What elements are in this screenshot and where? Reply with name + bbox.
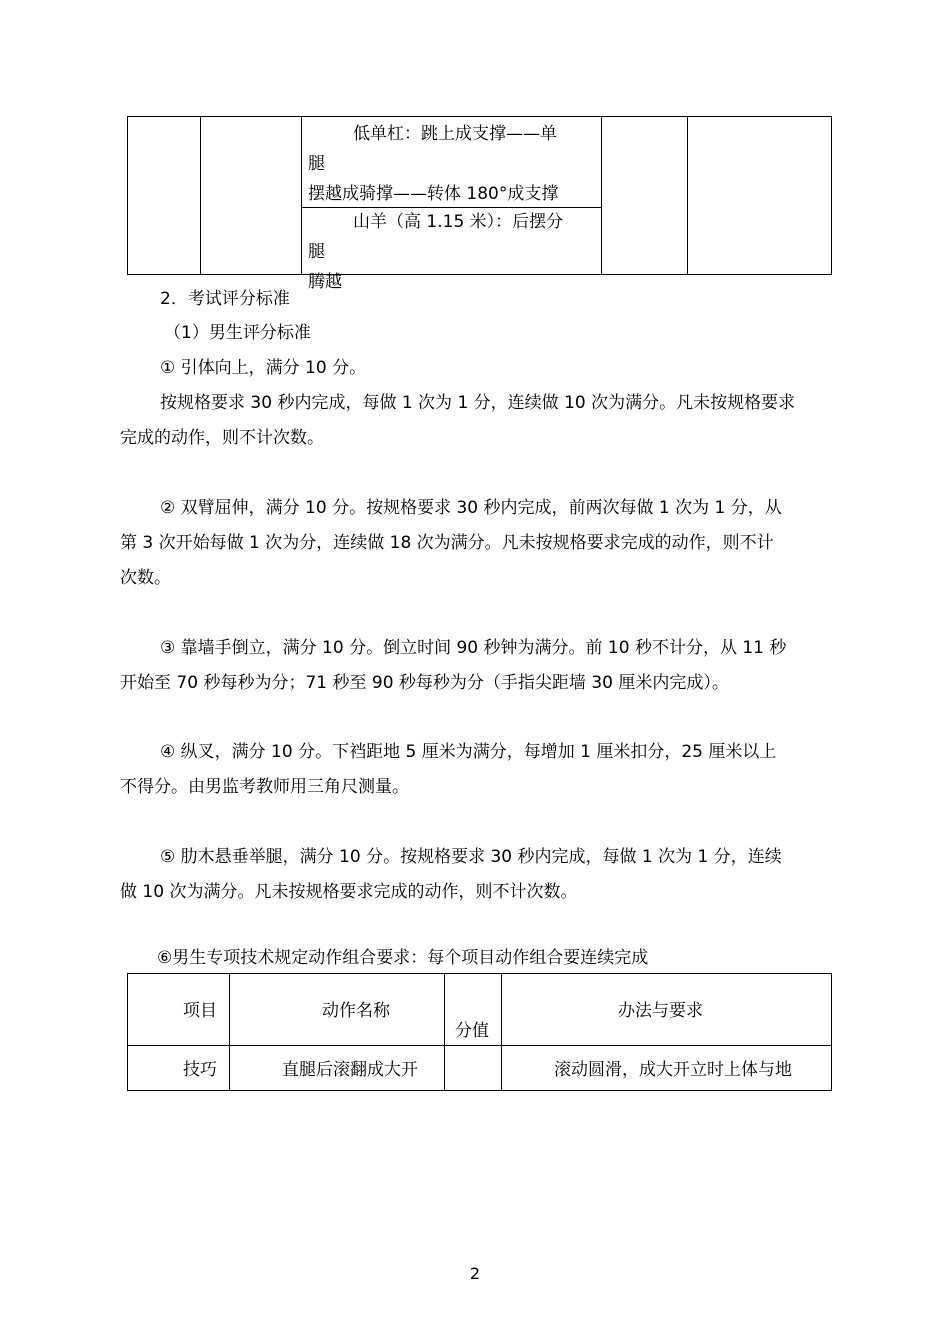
- table-cell-action-name: 直腿后滚翻成大开: [282, 1060, 418, 1080]
- item-line: ⑤ 肋木悬垂举腿，满分 10 分。按规格要求 30 秒内完成，每做 1 次为 1 分，连续: [160, 847, 782, 867]
- cell-line: 腿: [308, 154, 325, 174]
- item-line: 完成的动作，则不计次数。: [120, 428, 324, 448]
- table-divider: [229, 974, 230, 1090]
- table-divider: [200, 117, 201, 274]
- item-line: 开始至 70 秒每秒为分；71 秒至 90 秒每秒为分（手指尖距墙 30 厘米内完成）。: [120, 673, 729, 693]
- table-header-project: 项目: [183, 1001, 217, 1021]
- section-subheading: （1）男生评分标准: [164, 323, 311, 343]
- item-line: ④ 纵叉，满分 10 分。下裆距地 5 厘米为满分，每增加 1 厘米扣分，25 厘米以上: [160, 742, 777, 762]
- item-line: 不得分。由男监考教师用三角尺测量。: [120, 777, 409, 797]
- item-line: ⑥男生专项技术规定动作组合要求：每个项目动作组合要连续完成: [157, 948, 649, 968]
- table-cell-text: [308, 207, 600, 297]
- cell-line: 腿: [308, 242, 325, 262]
- table-divider: [128, 1045, 831, 1046]
- table-divider: [501, 974, 502, 1090]
- table-cell-requirements: 滚动圆滑，成大开立时上体与地: [554, 1060, 792, 1080]
- table-header-requirements: 办法与要求: [618, 1001, 703, 1021]
- table-divider: [601, 117, 602, 274]
- table-divider: [687, 117, 688, 274]
- cell-line: 腾越: [308, 272, 342, 292]
- section-heading: 2．考试评分标准: [160, 289, 290, 309]
- continued-table: [127, 116, 832, 292]
- requirements-table: [127, 973, 832, 1091]
- item-line: ② 双臂屈伸，满分 10 分。按规格要求 30 秒内完成，前两次每做 1 次为 1 分，从: [160, 498, 782, 518]
- item-line: 按规格要求 30 秒内完成，每做 1 次为 1 分，连续做 10 次为满分。凡未按规格要求: [160, 393, 796, 413]
- item-line: 做 10 次为满分。凡未按规格要求完成的动作，则不计次数。: [120, 882, 578, 902]
- table-divider: [444, 974, 445, 1090]
- cell-line: 低单杠：跳上成支撑——单: [353, 124, 557, 144]
- table-header-score: 分值: [455, 1021, 489, 1041]
- item-line: ③ 靠墙手倒立，满分 10 分。倒立时间 90 秒钟为满分。前 10 秒不计分，从 11 秒: [160, 638, 787, 658]
- cell-line: 山羊（高 1.15 米）：后摆分: [353, 212, 564, 232]
- page-number: 2: [469, 1264, 481, 1283]
- item-line: 第 3 次开始每做 1 次为分，连续做 18 次为满分。凡未按规格要求完成的动作，则不计: [120, 533, 774, 553]
- table-cell-text: [308, 119, 600, 209]
- table-header-action-name: 动作名称: [322, 1001, 390, 1021]
- cell-line: 摆越成骑撑——转体 180°成支撑: [308, 184, 559, 204]
- table-divider: [301, 117, 302, 274]
- table-cell-project: 技巧: [183, 1060, 217, 1080]
- item-line: ① 引体向上，满分 10 分。: [160, 358, 367, 378]
- item-line: 次数。: [120, 568, 171, 588]
